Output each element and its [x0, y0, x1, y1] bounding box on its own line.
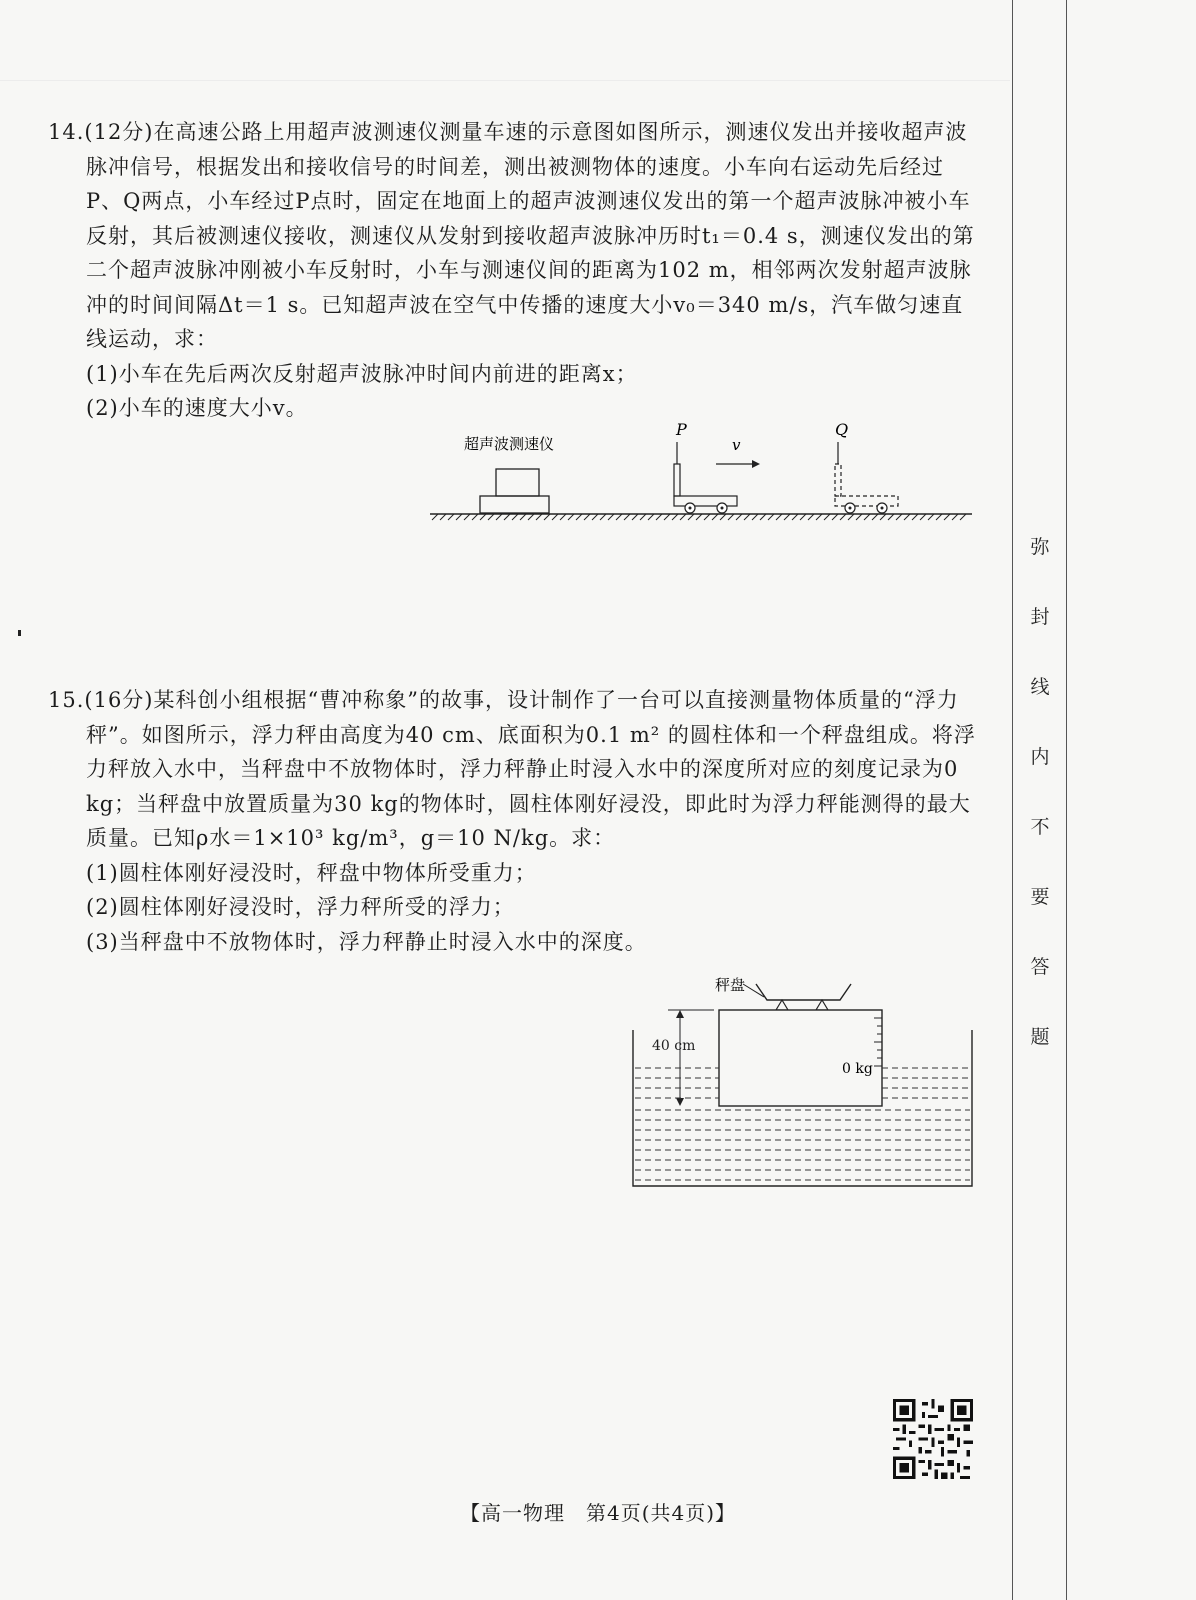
cylinder-body [719, 1010, 882, 1106]
pan-support-left [776, 1000, 788, 1010]
qr-code-icon [893, 1399, 973, 1479]
velocity-label: v [732, 436, 741, 454]
device-label: 超声波测速仪 [464, 435, 555, 453]
seal-char-2: 封 [1030, 606, 1050, 628]
device-top-box [496, 469, 539, 496]
scale-pan [756, 984, 851, 1000]
scan-speck [18, 630, 21, 636]
point-p-label: P [676, 420, 687, 439]
question-15 [48, 683, 978, 959]
binding-line-left [1012, 0, 1013, 1600]
seal-char-6: 要 [1030, 886, 1050, 908]
question-15-text: 15.(16分)某科创小组根据“曹冲称象”的故事，设计制作了一台可以直接测量物体质量的“浮力秤”。如图所示，浮力秤由高度为40 cm、底面积为0.1 m² 的圆柱体和一个秤盘组成。将浮力秤放入水中，当秤盘中不放物体时，浮力秤静止时浸入水中的深度所对应的刻度记录为0 kg；当秤盘中放置质量为30 kg的物体时，圆柱体刚好浸没，即此时为浮力秤能测得的最大质量。已知ρ水＝1×10³ kg/m³，g＝10 N/kg。求： [48, 688, 976, 850]
height-label: 40 cm [652, 1038, 696, 1054]
buoyancy-scale-figure [630, 970, 975, 1190]
zero-kg-label: 0 kg [842, 1061, 873, 1077]
height-arrow-top [676, 1010, 684, 1018]
ground-hatching [432, 514, 966, 520]
seal-line-notice [1018, 535, 1062, 1095]
question-14-text: 14.(12分)在高速公路上用超声波测速仪测量车速的示意图如图所示，测速仪发出并接收超声波脉冲信号，根据发出和接收信号的时间差，测出被测物体的速度。小车向右运动先后经过P、Q两点，小车经过P点时，固定在地面上的超声波测速仪发出的第一个超声波脉冲被小车反射，其后被测速仪接收，测速仪从发射到接收超声波脉冲历时t₁＝0.4 s，测速仪发出的第二个超声波脉冲刚被小车反射时，小车与测速仪间的距离为102 m，相邻两次发射超声波脉冲的时间间隔Δt＝1 s。已知超声波在空气中传播的速度大小v₀＝340 m/s，汽车做匀速直线运动，求： [48, 120, 975, 351]
question-15-sub-2: (2)圆柱体刚好浸没时，浮力秤所受的浮力； [86, 895, 515, 919]
question-14-sub-1: (1)小车在先后两次反射超声波脉冲时间内前进的距离x； [86, 361, 638, 386]
question-15-sub-3: (3)当秤盘中不放物体时，浮力秤静止时浸入水中的深度。 [86, 929, 647, 954]
seal-char-7: 答 [1030, 956, 1050, 978]
point-q-label: Q [835, 420, 849, 439]
pan-label: 秤盘 [715, 976, 746, 994]
seal-char-8: 题 [1030, 1026, 1050, 1048]
question-15-sub-1: (1)圆柱体刚好浸没时，秤盘中物体所受重力； [86, 860, 537, 885]
cart-at-q [835, 442, 898, 513]
seal-char-4: 内 [1030, 746, 1050, 768]
ultrasonic-speed-figure [430, 420, 975, 535]
question-14-sub-2: (2)小车的速度大小v。 [86, 396, 308, 420]
cart-at-p [674, 442, 737, 513]
question-14 [48, 115, 978, 426]
binding-line-right [1066, 0, 1067, 1600]
seal-char-5: 不 [1030, 816, 1050, 838]
page-footer: 【高一物理 第4页(共4页)】 [459, 1501, 737, 1525]
seal-char-3: 线 [1030, 676, 1050, 698]
height-arrow-bottom [676, 1098, 684, 1106]
top-scan-edge [0, 0, 1010, 81]
velocity-arrowhead [752, 460, 760, 468]
pan-support-right [816, 1000, 828, 1010]
device-base-box [480, 496, 549, 513]
seal-char-1: 弥 [1030, 536, 1050, 558]
